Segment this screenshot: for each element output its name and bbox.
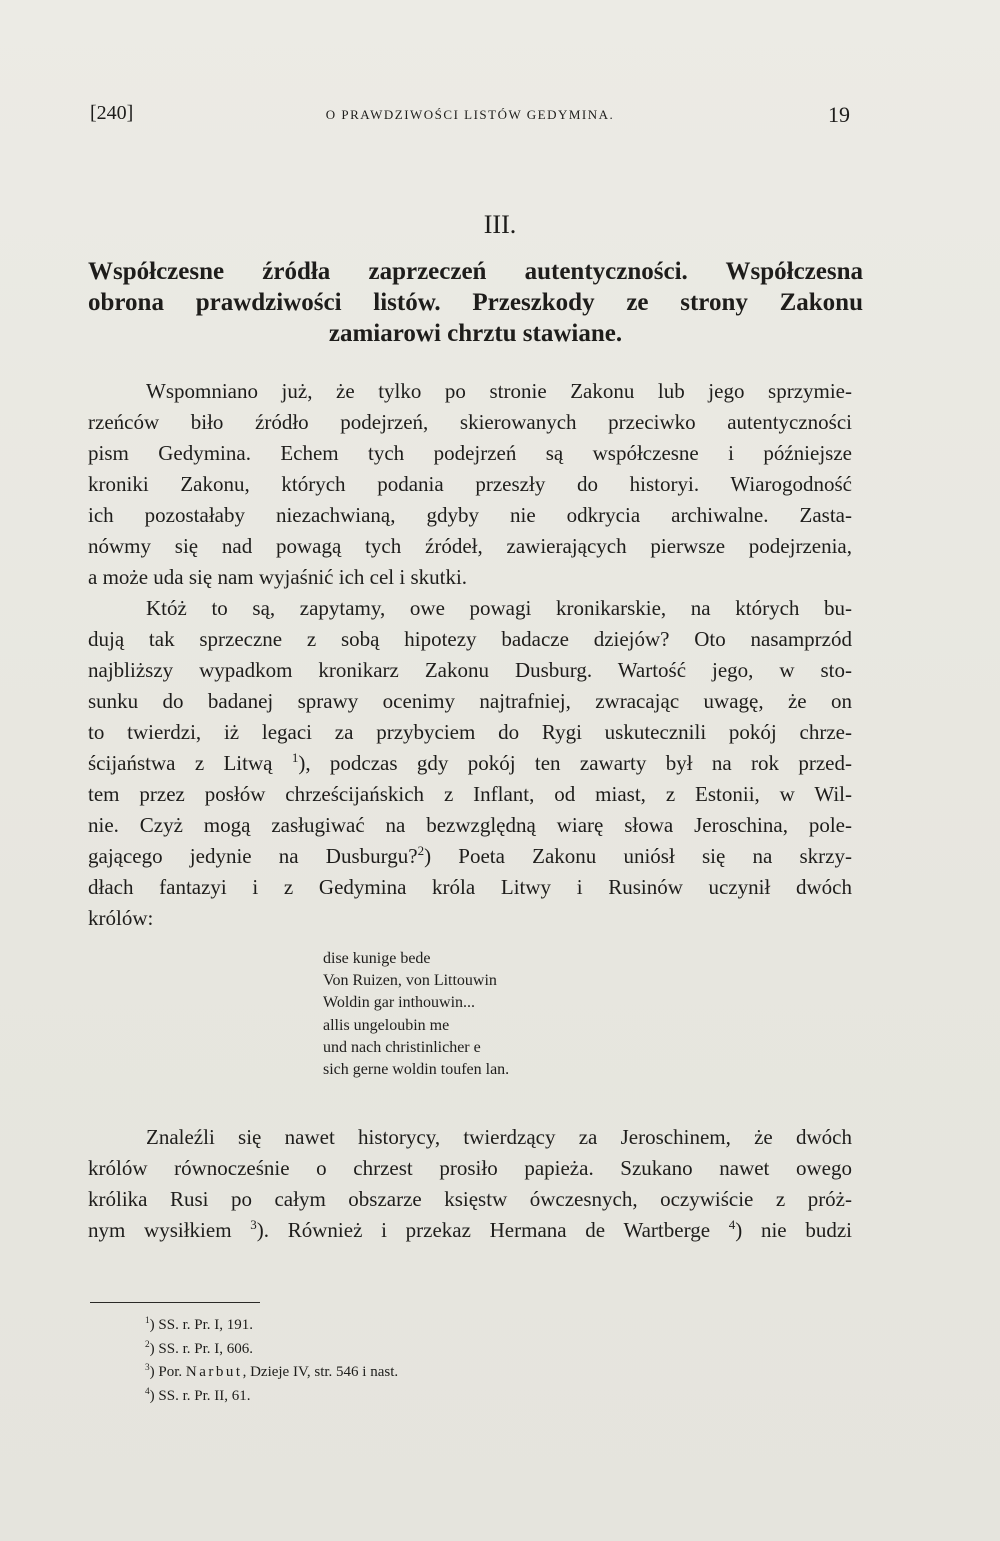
body-text-2	[88, 1122, 852, 1246]
footnote-text: ) SS. r. Pr. II, 61.	[149, 1387, 251, 1404]
text-fragment: ). Również i przekaz Hermana de Wartberge	[256, 1218, 711, 1242]
footnote-item	[145, 1338, 398, 1362]
footnote-ref[interactable]: 4	[728, 1217, 736, 1232]
text-fragment: ) nie budzi	[735, 1218, 852, 1242]
footnote-divider	[90, 1302, 260, 1303]
footnotes	[145, 1314, 398, 1408]
text-line: rzeńców biło źródło podejrzeń, skierowanych przeciwko autentyczności	[88, 410, 852, 434]
footnote-mark: 1	[145, 1316, 150, 1326]
poem-line: Woldin gar inthouwin...	[323, 994, 476, 1012]
footnote-mark: 2	[145, 1339, 150, 1350]
text-line: to twierdzi, iż legaci za przybyciem do Rygi uskutecznili pokój chrze-	[88, 720, 852, 744]
text-line: sunku do badanej sprawy ocenimy najtrafniej, zwracając uwagę, że on	[88, 689, 852, 713]
footnote-ref[interactable]: 2	[417, 843, 425, 858]
bracket-page-number: [240]	[90, 102, 134, 124]
text-line: królów równocześnie o chrzest prosiło papieża. Szukano nawet owego	[88, 1156, 852, 1180]
running-title: O PRAWDZIWOŚCI LISTÓW GEDYMINA.	[325, 107, 615, 122]
body-text-1	[88, 376, 852, 934]
text-line: nówmy się nad powagą tych źródeł, zawierających pierwsze podejrzenia,	[88, 534, 852, 558]
page-header	[90, 102, 850, 132]
footnote-mark: 4	[145, 1386, 150, 1397]
text-line: tem przez posłów chrześcijańskich z Inflant, od miast, z Estonii, w Wil-	[88, 782, 852, 806]
text-line: ich pozostałaby niezachwianą, gdyby nie odkrycia archiwalne. Zasta-	[88, 503, 852, 527]
footnote-text: ) SS. r. Pr. I, 606.	[149, 1340, 254, 1357]
text-line: Znaleźli się nawet historycy, twierdzący za Jeroschinem, że dwóch	[146, 1125, 852, 1149]
text-line: królów:	[88, 906, 154, 930]
footnote-text: ) SS. r. Pr. I, 191.	[149, 1317, 254, 1333]
footnote-mark: 3	[145, 1363, 150, 1373]
text-line	[88, 841, 852, 872]
text-fragment: ) Poeta Zakonu uniósł się na skrzy-	[424, 844, 852, 868]
footnote-ref[interactable]: 3	[250, 1217, 257, 1232]
poem-line: dise kunige bede	[323, 950, 431, 967]
text-fragment: ), podczas gdy pokój ten zawarty był na rok przed-	[298, 751, 852, 775]
text-line: królika Rusi po całym obszarze księstw ówczesnych, oczywiście z próż-	[88, 1187, 852, 1211]
poem-line: und nach christinlicher e	[323, 1038, 481, 1056]
text-line: Któż to są, zapytamy, owe powagi kronikarskie, na których bu-	[146, 596, 852, 620]
section-number: III.	[483, 210, 517, 239]
footnote-item	[145, 1314, 398, 1338]
footnote-ref[interactable]: 1	[291, 750, 299, 765]
poem-line: Von Ruizen, von Littouwin	[323, 972, 497, 990]
poem-line: sich gerne woldin toufen lan.	[323, 1061, 510, 1079]
text-line: Wspomniano już, że tylko po stronie Zakonu lub jego sprzymie-	[146, 379, 852, 403]
text-fragment: ścijaństwa z Litwą	[88, 751, 273, 775]
text-line: a może uda się nam wyjaśnić ich cel i skutki.	[88, 565, 468, 589]
text-line: pism Gedymina. Echem tych podejrzeń są współczesne i późniejsze	[88, 441, 852, 465]
chapter-title-line: Współczesne źródła zaprzeczeń autentyczności. Współczesna	[88, 258, 863, 285]
text-line: dują tak sprzeczne z sobą hipotezy badacze dziejów? Oto nasamprzód	[88, 627, 852, 651]
footnote-item	[145, 1361, 398, 1385]
page-number: 19	[828, 102, 850, 127]
text-line: najbliższy wypadkom kronikarz Zakonu Dusburg. Wartość jego, w sto-	[88, 658, 852, 682]
text-line: nie. Czyż mogą zasługiwać na bezwzględną wiarę słowa Jeroschina, pole-	[88, 813, 852, 837]
quoted-poem	[323, 948, 509, 1081]
footnote-item	[145, 1385, 398, 1409]
footnote-text: , Dzieje IV, str. 546 i nast.	[242, 1364, 399, 1380]
chapter-title-line: obrona prawdziwości listów. Przeszkody ze strony Zakonu	[88, 289, 863, 316]
footnote-author: Narbut	[185, 1364, 243, 1380]
text-fragment: nym wysiłkiem	[88, 1218, 232, 1242]
text-line: dłach fantazyi i z Gedymina króla Litwy i Rusinów uczynił dwóch	[88, 875, 852, 899]
text-line: kroniki Zakonu, których podania przeszły do historyi. Wiarogodność	[88, 472, 852, 496]
text-line	[88, 748, 852, 779]
text-line	[88, 1215, 852, 1246]
chapter-title-line: zamiarowi chrztu stawiane.	[328, 320, 623, 347]
poem-line: allis ungeloubin me	[323, 1016, 450, 1034]
chapter-title	[88, 256, 863, 349]
footnote-text: ) Por.	[149, 1364, 186, 1380]
text-fragment: gającego jedynie na Dusburgu?	[88, 844, 418, 868]
